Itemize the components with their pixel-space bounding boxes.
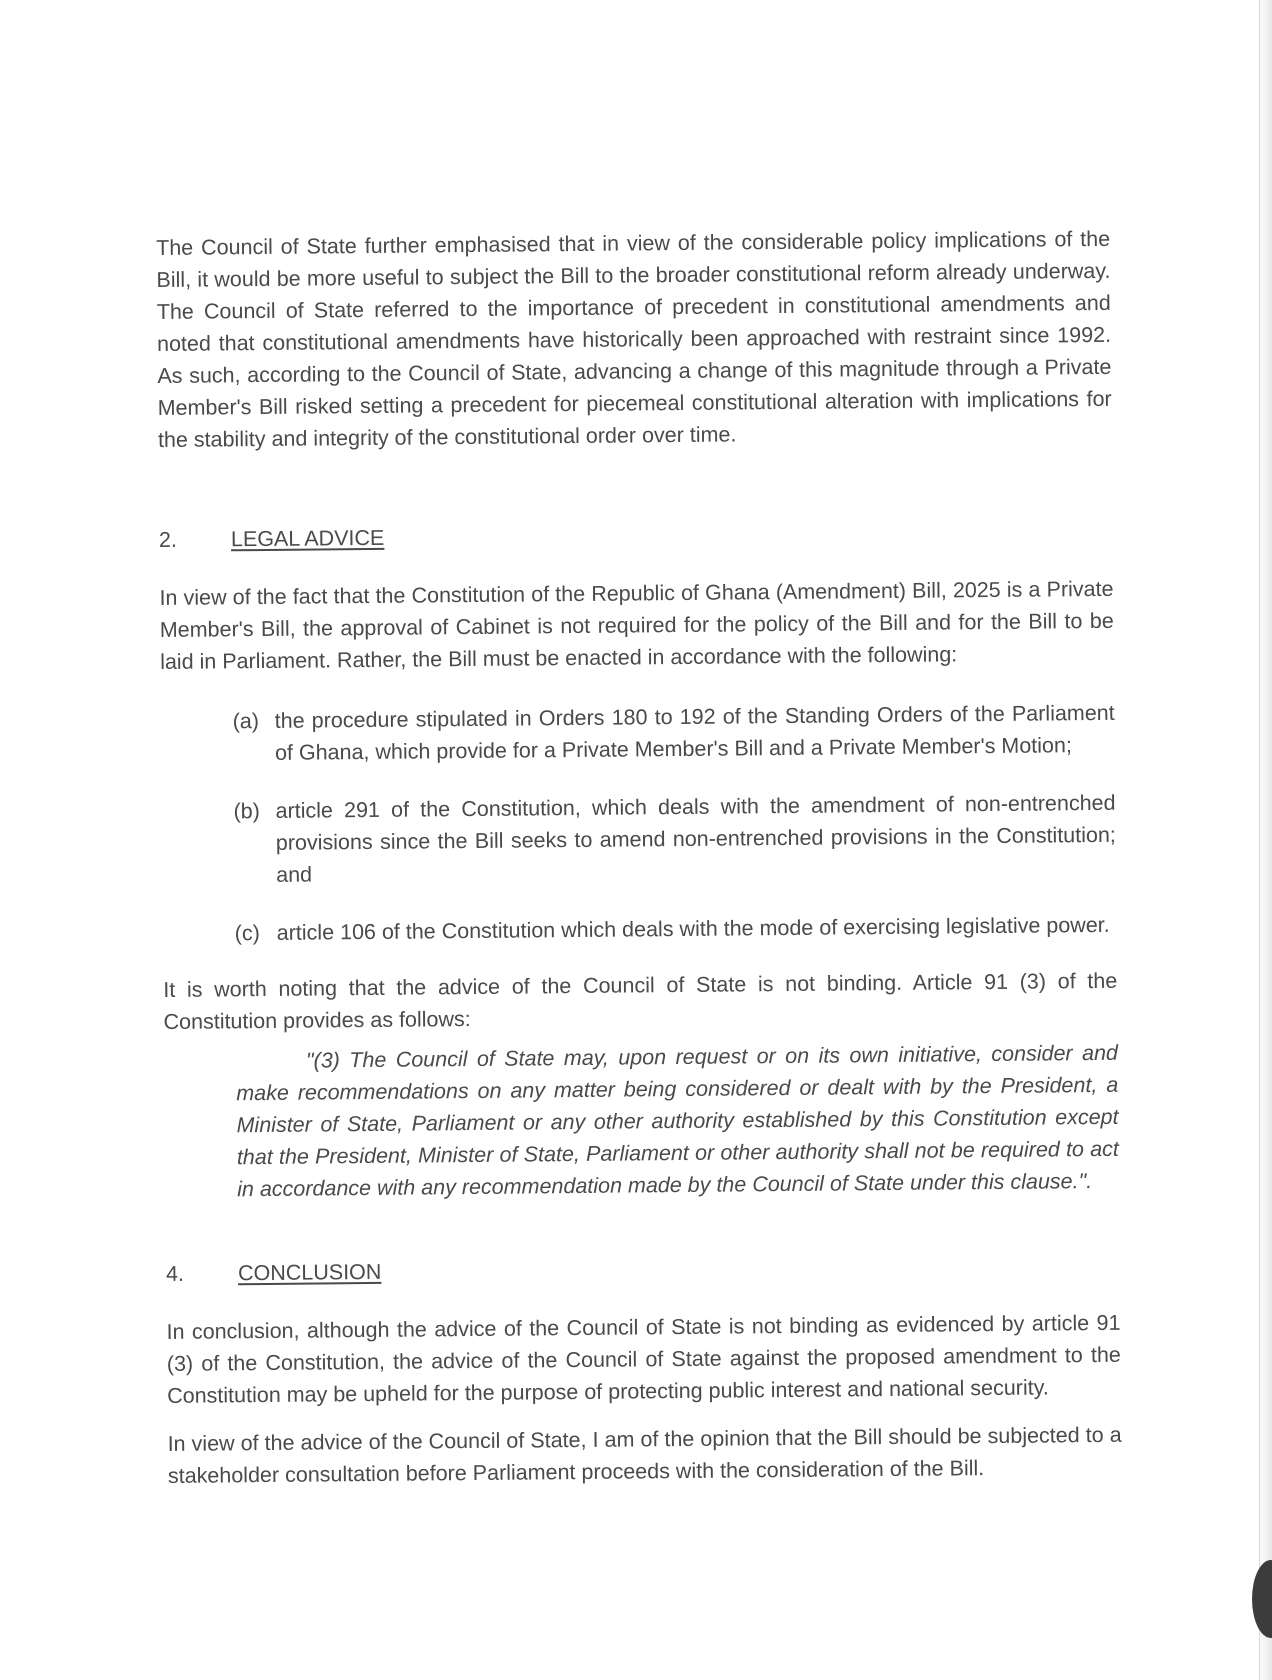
scan-artifact	[1252, 1560, 1272, 1638]
page-edge-line	[1259, 0, 1260, 1680]
opinion-paragraph: In view of the advice of the Council of State, I am of the opinion that the Bill should be subjected to a stakeholder consultation before Parliament proceeds with the consideration of the Bill.	[167, 1422, 1122, 1488]
page-edge-shadow	[1258, 0, 1272, 1680]
conclusion-paragraph: In conclusion, although the advice of the Council of State is not binding as evidenced by article 91 (3) of the Constitution, the advice of the Council of State against the proposed amendment to the Constitution may be upheld for the purpose of protecting public interest and national security.	[166, 1310, 1121, 1408]
section-number: 2.	[158, 527, 178, 552]
list-marker: (c)	[234, 921, 260, 946]
legal-advice-heading	[159, 515, 1113, 556]
section-title: LEGAL ADVICE	[230, 525, 385, 552]
article-91-quote: "(3) The Council of State may, upon request or on its own initiative, consider and make recommendations on any matter being considered or dealt with by the President, a Minister of State, Parliament or any other authority established by this Constitution except that the President, Minister of State, Parliament or other authority shall not be required to act in accordance with any recommendation made by the Council of State under this clause.".	[236, 1040, 1119, 1202]
list-marker: (b)	[233, 799, 260, 824]
section-title: CONCLUSION	[237, 1259, 382, 1286]
conclusion-heading	[166, 1249, 1120, 1290]
list-item	[233, 697, 1116, 769]
list-item-text: article 106 of the Constitution which deals with the mode of exercising legislative power.	[276, 912, 1110, 945]
legal-advice-intro: In view of the fact that the Constitution of the Republic of Ghana (Amendment) Bill, 2025 is a Private Member's Bill, the approval of Cabinet is not required for the policy of the Bill and for the Bill to be laid in Parliament. Rather, the Bill must be enacted in accordance with the following:	[159, 576, 1114, 674]
list-item	[235, 909, 1117, 949]
section-number: 4.	[165, 1261, 185, 1286]
not-binding-note: It is worth noting that the advice of the Council of State is not binding. Article 91 (3) of the Constitution provides as follows:	[163, 968, 1118, 1034]
document-body	[156, 223, 1122, 1492]
list-item	[233, 787, 1116, 891]
council-emphasis-paragraph: The Council of State further emphasised that in view of the considerable policy implications of the Bill, it would be more useful to subject the Bill to the broader constitutional reform already underway. The Council of State referred to the importance of precedent in constitutional amendments and noted that constitutional amendments have historically been approached with restraint since 1992. As such, according to the Council of State, advancing a change of this magnitude through a Private Member's Bill risked setting a precedent for piecemeal constitutional alteration with implications for the stability and integrity of the constitutional order over time.	[156, 226, 1112, 452]
list-item-text: article 291 of the Constitution, which deals with the amendment of non-entrenched provisions since the Bill seeks to amend non-entrenched provisions in the Constitution; and	[275, 790, 1116, 887]
requirements-list	[233, 697, 1117, 949]
list-marker: (a)	[232, 709, 260, 734]
list-item-text: the procedure stipulated in Orders 180 to 192 of the Standing Orders of the Parliament of Ghana, which provide for a Private Member's Bill and a Private Member's Motion;	[274, 700, 1115, 765]
